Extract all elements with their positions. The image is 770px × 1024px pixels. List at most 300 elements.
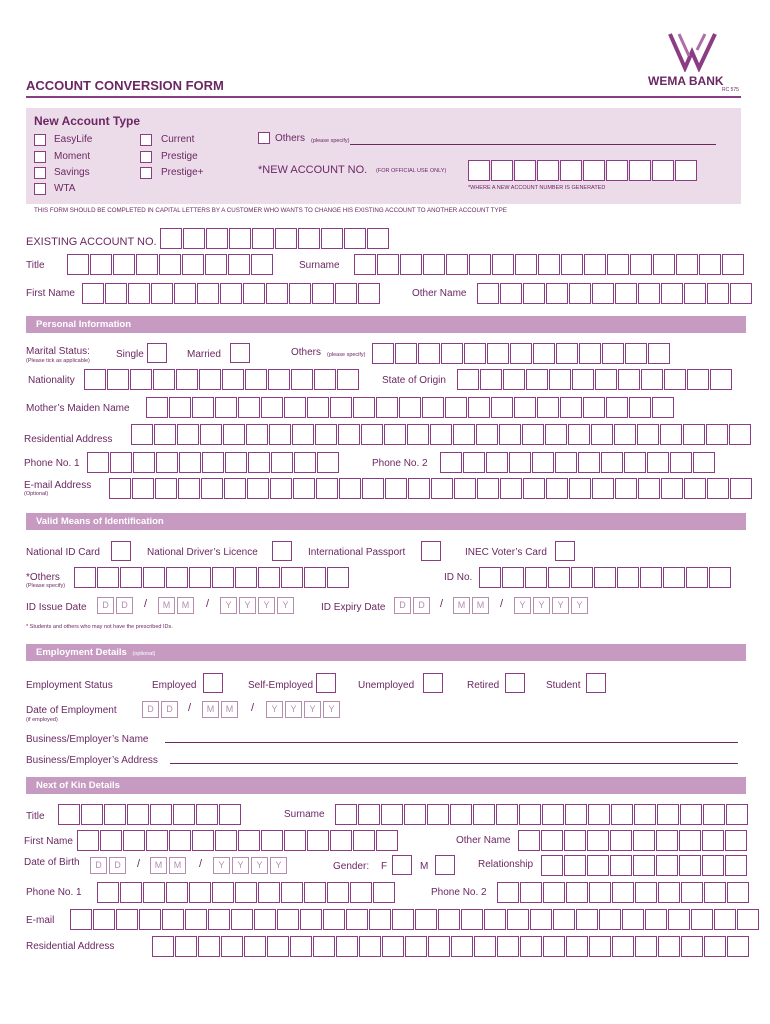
date-cell[interactable]: M <box>158 597 175 614</box>
input-cell[interactable] <box>304 882 326 903</box>
input-cell[interactable] <box>185 909 207 930</box>
input-cell[interactable] <box>275 228 297 249</box>
id-others-cells[interactable] <box>74 567 350 588</box>
input-cell[interactable] <box>523 478 545 499</box>
input-cell[interactable] <box>633 830 655 851</box>
input-cell[interactable] <box>553 909 575 930</box>
input-cell[interactable] <box>291 369 313 390</box>
input-cell[interactable] <box>484 909 506 930</box>
input-cell[interactable] <box>629 160 651 181</box>
input-cell[interactable] <box>737 909 759 930</box>
input-cell[interactable] <box>730 283 752 304</box>
input-cell[interactable] <box>541 855 563 876</box>
date-cell[interactable]: D <box>394 597 411 614</box>
date-cell[interactable]: M <box>150 857 167 874</box>
input-cell[interactable] <box>205 254 227 275</box>
other-name-cells[interactable] <box>477 283 753 304</box>
voters-card-box[interactable] <box>555 541 575 561</box>
checkbox-savings[interactable] <box>34 167 46 179</box>
input-cell[interactable] <box>132 478 154 499</box>
input-cell[interactable] <box>526 369 548 390</box>
input-cell[interactable] <box>81 804 103 825</box>
first-name-cells[interactable] <box>82 283 381 304</box>
input-cell[interactable] <box>344 228 366 249</box>
input-cell[interactable] <box>178 478 200 499</box>
phone2-cells[interactable] <box>440 452 716 473</box>
input-cell[interactable] <box>514 397 536 418</box>
input-cell[interactable] <box>533 343 555 364</box>
input-cell[interactable] <box>520 936 542 957</box>
input-cell[interactable] <box>675 160 697 181</box>
date-cell[interactable]: Y <box>266 701 283 718</box>
input-cell[interactable] <box>499 424 521 445</box>
input-cell[interactable] <box>583 160 605 181</box>
input-cell[interactable] <box>661 478 683 499</box>
input-cell[interactable] <box>566 882 588 903</box>
issue-date-month[interactable] <box>158 597 196 614</box>
status-unemployed-box[interactable] <box>423 673 443 693</box>
input-cell[interactable] <box>492 254 514 275</box>
input-cell[interactable] <box>500 478 522 499</box>
checkbox-easylife[interactable] <box>34 134 46 146</box>
input-cell[interactable] <box>97 567 119 588</box>
input-cell[interactable] <box>223 424 245 445</box>
input-cell[interactable] <box>376 830 398 851</box>
input-cell[interactable] <box>377 254 399 275</box>
input-cell[interactable] <box>530 909 552 930</box>
input-cell[interactable] <box>491 397 513 418</box>
input-cell[interactable] <box>131 424 153 445</box>
input-cell[interactable] <box>422 397 444 418</box>
input-cell[interactable] <box>617 567 639 588</box>
input-cell[interactable] <box>337 369 359 390</box>
input-cell[interactable] <box>543 936 565 957</box>
input-cell[interactable] <box>595 369 617 390</box>
status-retired-box[interactable] <box>505 673 525 693</box>
input-cell[interactable] <box>653 254 675 275</box>
input-cell[interactable] <box>335 283 357 304</box>
national-id-box[interactable] <box>111 541 131 561</box>
input-cell[interactable] <box>169 397 191 418</box>
input-cell[interactable] <box>225 452 247 473</box>
input-cell[interactable] <box>583 397 605 418</box>
input-cell[interactable] <box>612 936 634 957</box>
date-cell[interactable]: Y <box>239 597 256 614</box>
input-cell[interactable] <box>224 478 246 499</box>
input-cell[interactable] <box>90 254 112 275</box>
input-cell[interactable] <box>509 452 531 473</box>
input-cell[interactable] <box>116 909 138 930</box>
input-cell[interactable] <box>354 254 376 275</box>
status-student-box[interactable] <box>586 673 606 693</box>
input-cell[interactable] <box>247 478 269 499</box>
employment-date-year[interactable] <box>266 701 342 718</box>
input-cell[interactable] <box>104 804 126 825</box>
input-cell[interactable] <box>362 478 384 499</box>
input-cell[interactable] <box>197 283 219 304</box>
input-cell[interactable] <box>578 452 600 473</box>
input-cell[interactable] <box>589 936 611 957</box>
input-cell[interactable] <box>404 804 426 825</box>
input-cell[interactable] <box>656 855 678 876</box>
input-cell[interactable] <box>266 283 288 304</box>
single-box[interactable] <box>147 343 167 363</box>
input-cell[interactable] <box>561 254 583 275</box>
input-cell[interactable] <box>496 804 518 825</box>
input-cell[interactable] <box>359 936 381 957</box>
id-no-cells[interactable] <box>479 567 732 588</box>
nok-relationship-cells[interactable] <box>541 855 748 876</box>
input-cell[interactable] <box>710 369 732 390</box>
input-cell[interactable] <box>313 936 335 957</box>
nok-surname-cells[interactable] <box>335 804 749 825</box>
input-cell[interactable] <box>541 830 563 851</box>
input-cell[interactable] <box>146 830 168 851</box>
input-cell[interactable] <box>372 343 394 364</box>
input-cell[interactable] <box>105 283 127 304</box>
input-cell[interactable] <box>221 936 243 957</box>
input-cell[interactable] <box>208 909 230 930</box>
marital-others-cells[interactable] <box>372 343 671 364</box>
input-cell[interactable] <box>353 830 375 851</box>
input-cell[interactable] <box>336 936 358 957</box>
input-cell[interactable] <box>568 424 590 445</box>
input-cell[interactable] <box>546 478 568 499</box>
input-cell[interactable] <box>707 478 729 499</box>
input-cell[interactable] <box>601 452 623 473</box>
date-cell[interactable]: Y <box>220 597 237 614</box>
input-cell[interactable] <box>317 452 339 473</box>
residential-address-cells[interactable] <box>131 424 752 445</box>
employment-date-month[interactable] <box>202 701 240 718</box>
input-cell[interactable] <box>290 936 312 957</box>
input-cell[interactable] <box>269 424 291 445</box>
input-cell[interactable] <box>587 855 609 876</box>
input-cell[interactable] <box>445 397 467 418</box>
nok-dob-day[interactable] <box>90 857 128 874</box>
input-cell[interactable] <box>468 397 490 418</box>
input-cell[interactable] <box>545 424 567 445</box>
input-cell[interactable] <box>392 909 414 930</box>
input-cell[interactable] <box>109 478 131 499</box>
input-cell[interactable] <box>542 804 564 825</box>
input-cell[interactable] <box>261 397 283 418</box>
input-cell[interactable] <box>367 228 389 249</box>
nok-gender-f-box[interactable] <box>392 855 412 875</box>
input-cell[interactable] <box>113 254 135 275</box>
input-cell[interactable] <box>215 397 237 418</box>
input-cell[interactable] <box>569 478 591 499</box>
input-cell[interactable] <box>70 909 92 930</box>
date-cell[interactable]: D <box>413 597 430 614</box>
input-cell[interactable] <box>702 855 724 876</box>
nok-phone1-cells[interactable] <box>97 882 396 903</box>
input-cell[interactable] <box>376 397 398 418</box>
input-cell[interactable] <box>330 830 352 851</box>
input-cell[interactable] <box>569 283 591 304</box>
input-cell[interactable] <box>281 567 303 588</box>
input-cell[interactable] <box>136 254 158 275</box>
input-cell[interactable] <box>693 452 715 473</box>
input-cell[interactable] <box>139 909 161 930</box>
input-cell[interactable] <box>258 882 280 903</box>
input-cell[interactable] <box>127 804 149 825</box>
input-cell[interactable] <box>652 160 674 181</box>
input-cell[interactable] <box>361 424 383 445</box>
input-cell[interactable] <box>515 254 537 275</box>
input-cell[interactable] <box>699 254 721 275</box>
surname-cells[interactable] <box>354 254 745 275</box>
input-cell[interactable] <box>228 254 250 275</box>
input-cell[interactable] <box>661 283 683 304</box>
input-cell[interactable] <box>679 830 701 851</box>
input-cell[interactable] <box>155 478 177 499</box>
expiry-date-month[interactable] <box>453 597 491 614</box>
input-cell[interactable] <box>645 909 667 930</box>
input-cell[interactable] <box>591 424 613 445</box>
input-cell[interactable] <box>618 369 640 390</box>
input-cell[interactable] <box>474 936 496 957</box>
issue-date-year[interactable] <box>220 597 296 614</box>
input-cell[interactable] <box>298 228 320 249</box>
input-cell[interactable] <box>189 882 211 903</box>
input-cell[interactable] <box>307 397 329 418</box>
input-cell[interactable] <box>196 804 218 825</box>
input-cell[interactable] <box>244 936 266 957</box>
new-account-no-cells[interactable] <box>468 160 698 181</box>
input-cell[interactable] <box>497 936 519 957</box>
input-cell[interactable] <box>300 909 322 930</box>
status-self-employed-box[interactable] <box>316 673 336 693</box>
date-cell[interactable]: Y <box>277 597 294 614</box>
input-cell[interactable] <box>169 830 191 851</box>
input-cell[interactable] <box>182 254 204 275</box>
input-cell[interactable] <box>684 478 706 499</box>
input-cell[interactable] <box>606 397 628 418</box>
input-cell[interactable] <box>704 882 726 903</box>
input-cell[interactable] <box>162 909 184 930</box>
nok-gender-m-box[interactable] <box>435 855 455 875</box>
input-cell[interactable] <box>714 909 736 930</box>
input-cell[interactable] <box>201 478 223 499</box>
input-cell[interactable] <box>219 804 241 825</box>
input-cell[interactable] <box>77 830 99 851</box>
input-cell[interactable] <box>565 804 587 825</box>
input-cell[interactable] <box>468 160 490 181</box>
input-cell[interactable] <box>268 369 290 390</box>
input-cell[interactable] <box>679 855 701 876</box>
nationality-cells[interactable] <box>84 369 360 390</box>
input-cell[interactable] <box>358 804 380 825</box>
input-cell[interactable] <box>395 343 417 364</box>
input-cell[interactable] <box>307 830 329 851</box>
input-cell[interactable] <box>584 254 606 275</box>
employment-date-day[interactable] <box>142 701 180 718</box>
checkbox-prestige-plus[interactable] <box>140 167 152 179</box>
input-cell[interactable] <box>277 909 299 930</box>
input-cell[interactable] <box>58 804 80 825</box>
input-cell[interactable] <box>314 369 336 390</box>
employer-address-field[interactable] <box>170 763 738 764</box>
date-cell[interactable]: D <box>116 597 133 614</box>
checkbox-prestige[interactable] <box>140 151 152 163</box>
input-cell[interactable] <box>461 909 483 930</box>
input-cell[interactable] <box>82 283 104 304</box>
email-cells[interactable] <box>109 478 753 499</box>
input-cell[interactable] <box>633 855 655 876</box>
input-cell[interactable] <box>592 478 614 499</box>
input-cell[interactable] <box>428 936 450 957</box>
input-cell[interactable] <box>87 452 109 473</box>
input-cell[interactable] <box>93 909 115 930</box>
input-cell[interactable] <box>346 909 368 930</box>
input-cell[interactable] <box>74 567 96 588</box>
input-cell[interactable] <box>315 424 337 445</box>
input-cell[interactable] <box>294 452 316 473</box>
input-cell[interactable] <box>267 936 289 957</box>
input-cell[interactable] <box>143 882 165 903</box>
input-cell[interactable] <box>549 369 571 390</box>
input-cell[interactable] <box>166 567 188 588</box>
date-cell[interactable]: D <box>142 701 159 718</box>
input-cell[interactable] <box>518 830 540 851</box>
input-cell[interactable] <box>543 882 565 903</box>
input-cell[interactable] <box>486 452 508 473</box>
input-cell[interactable] <box>500 283 522 304</box>
input-cell[interactable] <box>556 343 578 364</box>
issue-date-day[interactable] <box>97 597 135 614</box>
input-cell[interactable] <box>668 909 690 930</box>
input-cell[interactable] <box>647 452 669 473</box>
input-cell[interactable] <box>152 936 174 957</box>
input-cell[interactable] <box>206 228 228 249</box>
input-cell[interactable] <box>400 254 422 275</box>
input-cell[interactable] <box>638 283 660 304</box>
input-cell[interactable] <box>635 936 657 957</box>
input-cell[interactable] <box>446 254 468 275</box>
employer-name-field[interactable] <box>165 742 738 743</box>
date-cell[interactable]: D <box>97 597 114 614</box>
input-cell[interactable] <box>497 882 519 903</box>
input-cell[interactable] <box>611 804 633 825</box>
input-cell[interactable] <box>579 343 601 364</box>
input-cell[interactable] <box>507 909 529 930</box>
input-cell[interactable] <box>238 397 260 418</box>
input-cell[interactable] <box>548 567 570 588</box>
input-cell[interactable] <box>610 855 632 876</box>
input-cell[interactable] <box>177 424 199 445</box>
input-cell[interactable] <box>469 254 491 275</box>
input-cell[interactable] <box>238 830 260 851</box>
input-cell[interactable] <box>602 343 624 364</box>
input-cell[interactable] <box>123 830 145 851</box>
input-cell[interactable] <box>192 830 214 851</box>
input-cell[interactable] <box>173 804 195 825</box>
input-cell[interactable] <box>327 567 349 588</box>
date-cell[interactable]: M <box>202 701 219 718</box>
input-cell[interactable] <box>615 283 637 304</box>
input-cell[interactable] <box>676 254 698 275</box>
input-cell[interactable] <box>479 567 501 588</box>
input-cell[interactable] <box>100 830 122 851</box>
input-cell[interactable] <box>128 283 150 304</box>
input-cell[interactable] <box>707 283 729 304</box>
nok-dob-year[interactable] <box>213 857 289 874</box>
input-cell[interactable] <box>663 567 685 588</box>
input-cell[interactable] <box>450 804 472 825</box>
input-cell[interactable] <box>532 452 554 473</box>
input-cell[interactable] <box>382 936 404 957</box>
input-cell[interactable] <box>525 567 547 588</box>
existing-account-no-cells[interactable] <box>160 228 390 249</box>
input-cell[interactable] <box>358 283 380 304</box>
input-cell[interactable] <box>658 882 680 903</box>
input-cell[interactable] <box>610 830 632 851</box>
input-cell[interactable] <box>304 567 326 588</box>
input-cell[interactable] <box>546 283 568 304</box>
input-cell[interactable] <box>599 909 621 930</box>
input-cell[interactable] <box>576 909 598 930</box>
input-cell[interactable] <box>153 369 175 390</box>
input-cell[interactable] <box>683 424 705 445</box>
input-cell[interactable] <box>159 254 181 275</box>
input-cell[interactable] <box>480 369 502 390</box>
input-cell[interactable] <box>630 254 652 275</box>
input-cell[interactable] <box>156 452 178 473</box>
input-cell[interactable] <box>722 254 744 275</box>
input-cell[interactable] <box>353 397 375 418</box>
input-cell[interactable] <box>727 936 749 957</box>
input-cell[interactable] <box>339 478 361 499</box>
input-cell[interactable] <box>407 424 429 445</box>
date-cell[interactable]: Y <box>323 701 340 718</box>
input-cell[interactable] <box>321 228 343 249</box>
input-cell[interactable] <box>709 567 731 588</box>
input-cell[interactable] <box>502 567 524 588</box>
input-cell[interactable] <box>248 452 270 473</box>
input-cell[interactable] <box>84 369 106 390</box>
checkbox-moment[interactable] <box>34 151 46 163</box>
input-cell[interactable] <box>261 830 283 851</box>
status-employed-box[interactable] <box>203 673 223 693</box>
input-cell[interactable] <box>405 936 427 957</box>
phone1-cells[interactable] <box>87 452 340 473</box>
input-cell[interactable] <box>564 855 586 876</box>
input-cell[interactable] <box>335 804 357 825</box>
input-cell[interactable] <box>658 936 680 957</box>
input-cell[interactable] <box>680 804 702 825</box>
input-cell[interactable] <box>687 369 709 390</box>
input-cell[interactable] <box>589 882 611 903</box>
input-cell[interactable] <box>327 882 349 903</box>
input-cell[interactable] <box>202 452 224 473</box>
input-cell[interactable] <box>235 882 257 903</box>
input-cell[interactable] <box>686 567 708 588</box>
date-cell[interactable]: Y <box>533 597 550 614</box>
input-cell[interactable] <box>271 452 293 473</box>
input-cell[interactable] <box>537 160 559 181</box>
input-cell[interactable] <box>338 424 360 445</box>
input-cell[interactable] <box>560 160 582 181</box>
input-cell[interactable] <box>491 160 513 181</box>
input-cell[interactable] <box>258 567 280 588</box>
input-cell[interactable] <box>702 830 724 851</box>
input-cell[interactable] <box>473 804 495 825</box>
date-cell[interactable]: Y <box>232 857 249 874</box>
input-cell[interactable] <box>638 478 660 499</box>
maiden-name-cells[interactable] <box>146 397 675 418</box>
input-cell[interactable] <box>284 830 306 851</box>
